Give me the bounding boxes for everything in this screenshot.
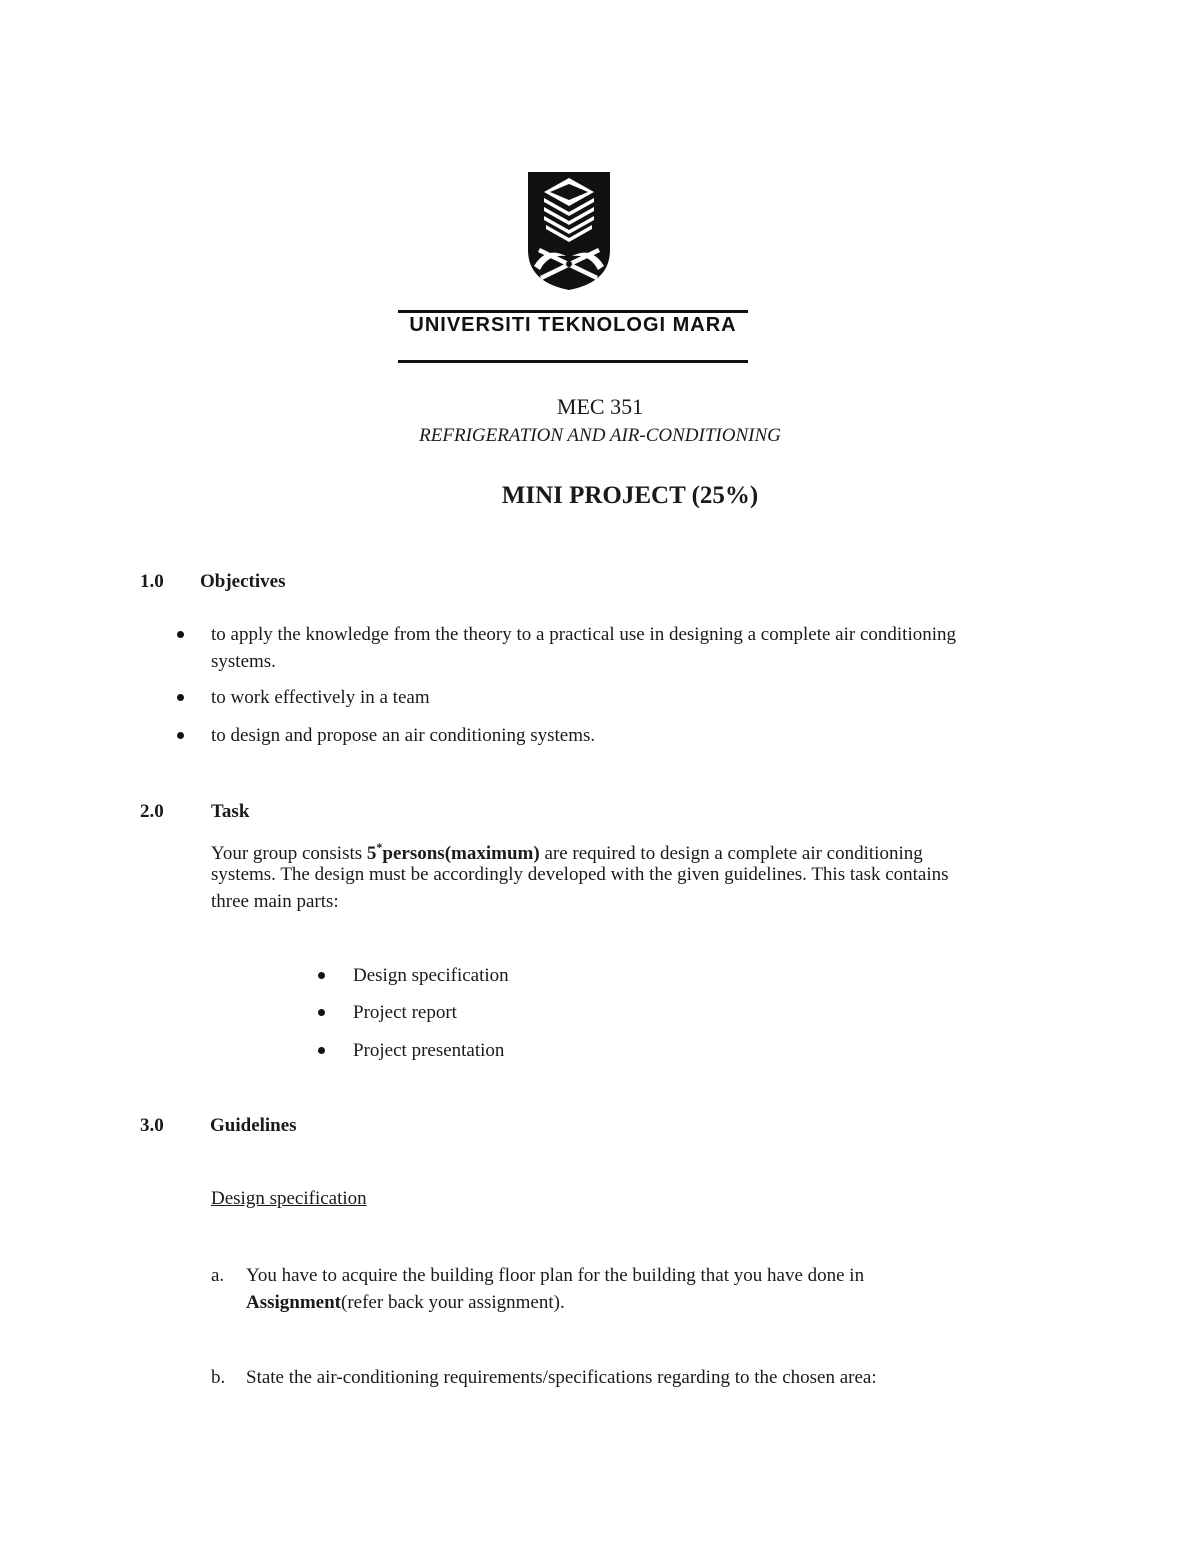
project-title: MINI PROJECT (25%) — [501, 482, 759, 509]
course-code: MEC 351 — [556, 394, 644, 419]
section-title-task: Task — [211, 801, 250, 822]
section-number-objectives: 1.0 — [140, 571, 164, 592]
task-text-suffix: are required to design a complete air conditioning — [539, 843, 923, 864]
course-name: REFRIGERATION AND AIR-CONDITIONING — [419, 425, 781, 446]
section-number-guidelines: 3.0 — [140, 1115, 164, 1136]
item-a-line-2 — [246, 1289, 565, 1316]
task-part-item: Project report — [353, 1002, 457, 1023]
objective-item-3: to design and propose an air conditioning systems. — [211, 725, 596, 746]
bullet-icon — [318, 1047, 325, 1054]
task-text-prefix: Your group consists — [211, 843, 367, 864]
task-paragraph-line-3: three main parts: — [211, 891, 339, 912]
item-a-line-1: You have to acquire the building floor plan for the building that you have done in — [246, 1265, 865, 1286]
bullet-icon — [177, 732, 184, 739]
university-logo — [526, 170, 612, 292]
bottom-rule — [398, 360, 748, 363]
task-group-size: 5 — [366, 843, 377, 864]
objective-item-1-cont: systems. — [211, 651, 276, 672]
task-paragraph-line-2: systems. The design must be accordingly developed with the given guidelines. This task contains — [211, 864, 949, 885]
item-a-marker: a. — [211, 1265, 225, 1286]
top-rule — [398, 310, 748, 313]
task-group-size-label: persons(maximum) — [382, 843, 540, 864]
section-title-guidelines: Guidelines — [210, 1115, 297, 1136]
section-title-objectives: Objectives — [200, 571, 286, 592]
task-footnote-mark: * — [376, 840, 383, 854]
bullet-icon — [177, 631, 184, 638]
section-number-task: 2.0 — [140, 801, 164, 822]
bullet-icon — [318, 1009, 325, 1016]
task-part-item: Project presentation — [353, 1040, 505, 1061]
bullet-icon — [177, 694, 184, 701]
bullet-icon — [318, 972, 325, 979]
objective-item-1: to apply the knowledge from the theory to a practical use in designing a complete air conditioning — [211, 624, 957, 645]
item-a-rest: (refer back your assignment). — [341, 1292, 565, 1313]
guidelines-subheading: Design specification — [211, 1188, 367, 1209]
university-name: UNIVERSITI TEKNOLOGI MARA — [409, 314, 737, 336]
objective-item-2: to work effectively in a team — [211, 687, 430, 708]
task-part-item: Design specification — [353, 965, 509, 986]
item-b-marker: b. — [211, 1367, 226, 1388]
item-b-text: State the air-conditioning requirements/specifications regarding to the chosen area: — [246, 1367, 877, 1388]
item-a-bold: Assignment — [246, 1292, 342, 1313]
